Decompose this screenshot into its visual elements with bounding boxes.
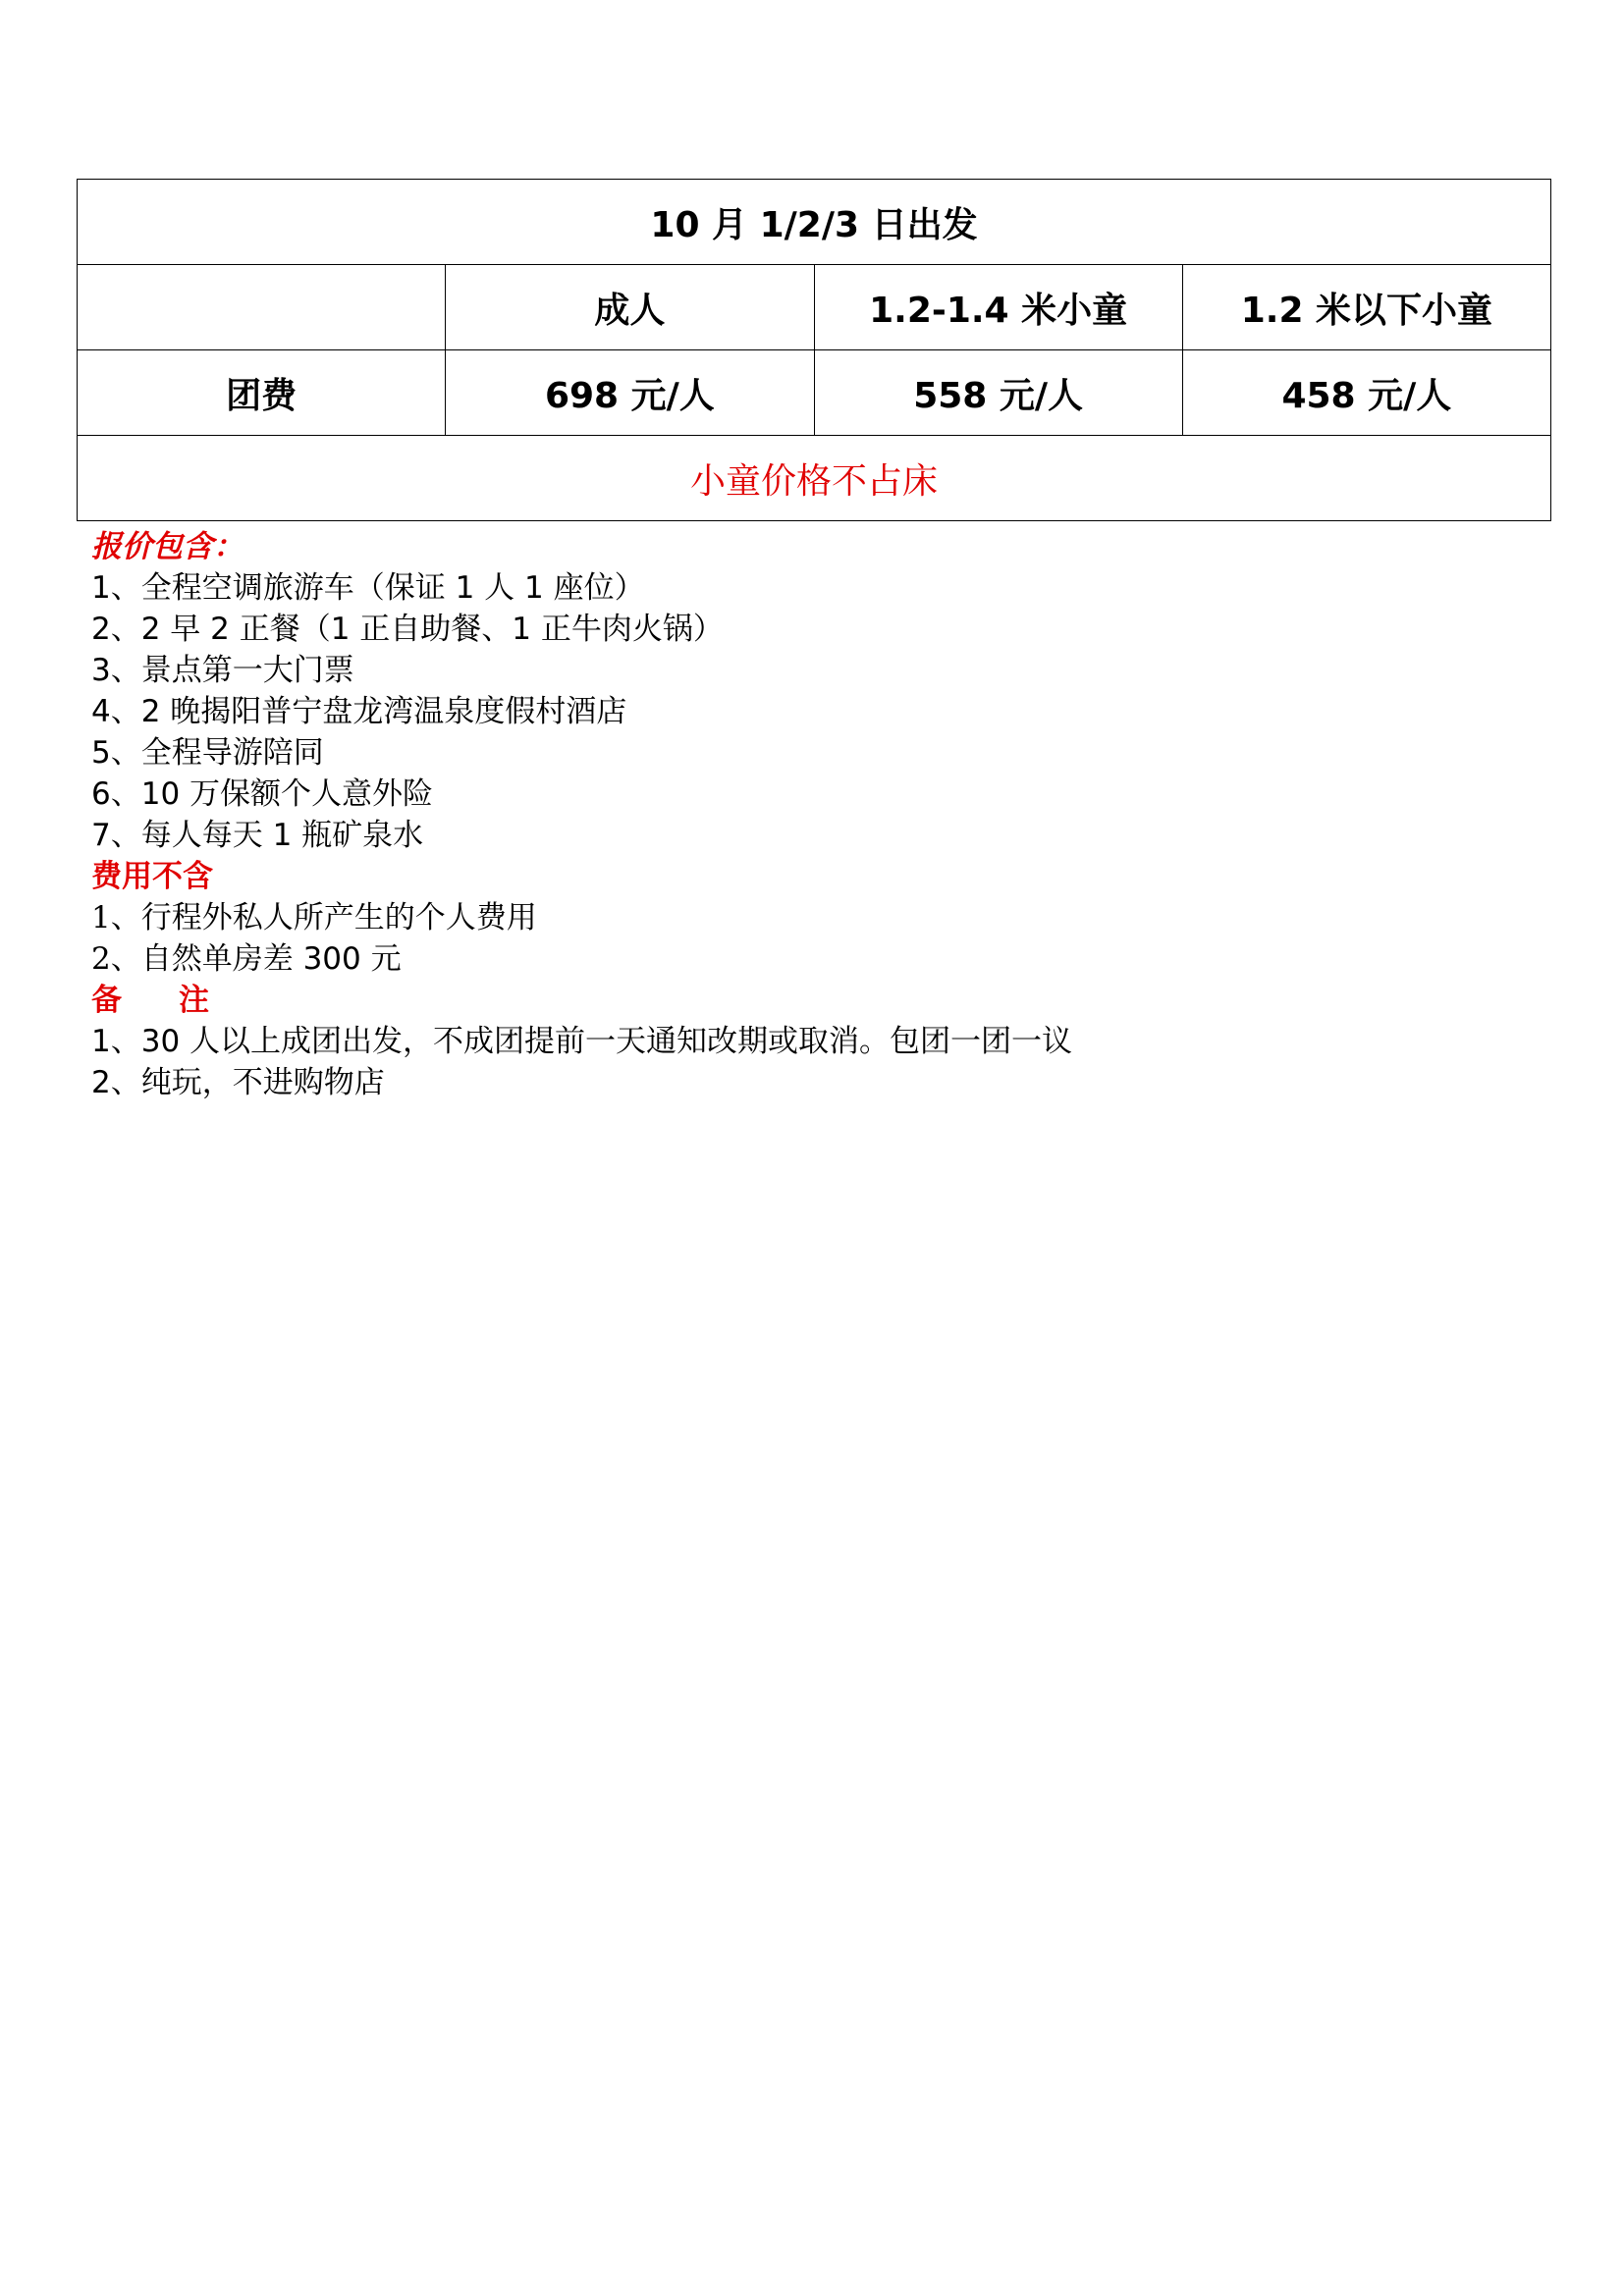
included-item: 3、景点第一大门票 (91, 653, 354, 688)
child-bed-note: 小童价格不占床 (78, 436, 1551, 521)
price-child-under-1-2: 458 元/人 (1182, 350, 1550, 436)
excluded-item-number: 1 (91, 900, 111, 935)
excluded-item-text: 、行程外私人所产生的个人费用 (110, 900, 537, 935)
departure-date-title: 10 月 1/2/3 日出发 (78, 180, 1551, 265)
excluded-item-number: 2 (91, 941, 111, 977)
included-item: 6、10 万保额个人意外险 (91, 776, 434, 812)
excluded-heading: 费用不含 (91, 859, 213, 894)
included-item: 1、全程空调旅游车（保证 1 人 1 座位） (91, 570, 645, 606)
remark-item: 2、纯玩，不进购物店 (91, 1065, 385, 1100)
price-adult: 698 元/人 (446, 350, 814, 436)
table-note-row (78, 436, 1551, 521)
included-item: 5、全程导游陪同 (91, 735, 324, 771)
included-heading: 报价包含： (91, 529, 244, 564)
header-child-under-1-2: 1.2 米以下小童 (1182, 265, 1550, 350)
header-child-1-2-to-1-4: 1.2-1.4 米小童 (814, 265, 1182, 350)
table-title-row (78, 180, 1551, 265)
included-item: 7、每人每天 1 瓶矿泉水 (91, 818, 424, 853)
remark-item: 1、30 人以上成团出发，不成团提前一天通知改期或取消。包团一团一议 (91, 1024, 1073, 1059)
excluded-item (91, 897, 1466, 938)
header-adult: 成人 (446, 265, 814, 350)
header-empty-cell (78, 265, 446, 350)
price-child-1-2-to-1-4: 558 元/人 (814, 350, 1182, 436)
row-label-group-fee: 团费 (78, 350, 446, 436)
price-table (77, 179, 1551, 521)
excluded-item (91, 938, 1466, 980)
itinerary-details (91, 526, 1466, 1103)
table-header-row (78, 265, 1551, 350)
included-item: 4、2 晚揭阳普宁盘龙湾温泉度假村酒店 (91, 694, 627, 729)
excluded-item-text: 、自然单房差 300 元 (110, 941, 402, 977)
included-item: 2、2 早 2 正餐（1 正自助餐、1 正牛肉火锅） (91, 612, 724, 647)
remarks-heading: 备注 (91, 983, 266, 1018)
table-price-row (78, 350, 1551, 436)
